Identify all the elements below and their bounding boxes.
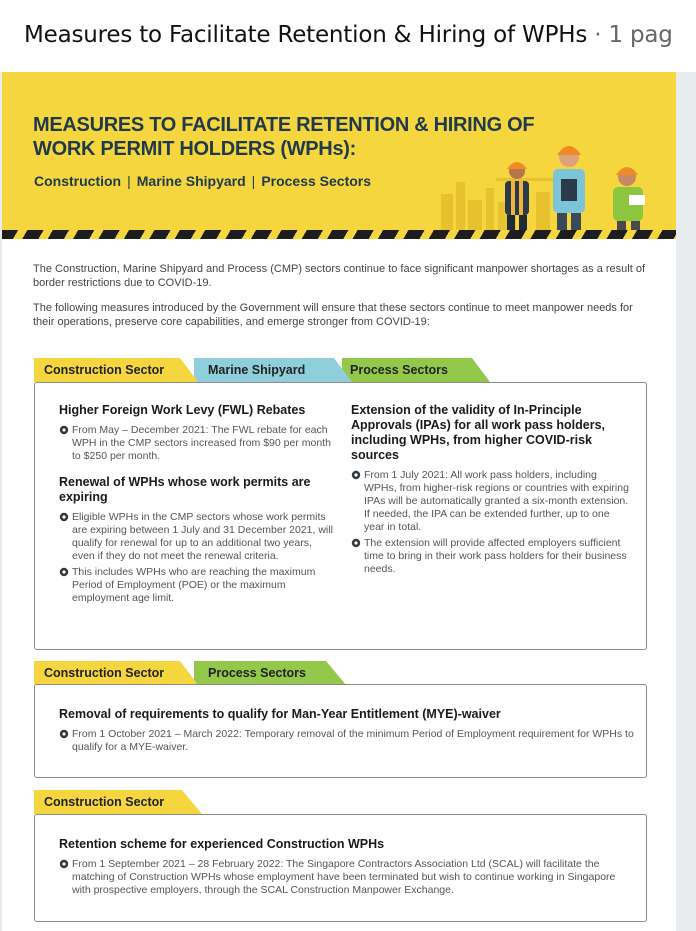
document-title-text: Measures to Facilitate Retention & Hiring of WPHs xyxy=(24,22,588,48)
section3-content xyxy=(59,837,634,900)
gear-bullet-icon xyxy=(59,729,69,739)
section2-content xyxy=(59,707,634,757)
section3-box xyxy=(34,814,647,922)
renewal-heading: Renewal of WPHs whose work permits are expiring xyxy=(59,475,311,504)
tab-marine-shipyard: Marine Shipyard xyxy=(208,363,306,377)
renewal-text-1: Eligible WPHs in the CMP sectors whose work permits are expiring between 1 July and 31 December 2021, will qualify for renewal for up to an additional two years, even if they do not meet the renewal criteria. xyxy=(72,511,333,562)
fwl-rebates-heading: Higher Foreign Work Levy (FWL) Rebates xyxy=(59,403,306,417)
banner-divider: | xyxy=(251,173,256,189)
ipa-extension-bullet-2 xyxy=(351,537,631,576)
ipa-extension-bullet-1 xyxy=(351,469,631,534)
retention-scheme-text: From 1 September 2021 – 28 February 2022: The Singapore Contractors Association Ltd (SCAL) will facilitate the matching of Construction WPHs whose employment have been terminated but wish to continue working in Singapore with prospective employers, through the SCAL Construction Manpower Exchange. xyxy=(72,858,616,896)
renewal-text-2: This includes WPHs who are reaching the maximum Period of Employment (POE) or the maximum employment age limit. xyxy=(72,566,316,604)
tab-construction-sector: Construction Sector xyxy=(44,795,165,809)
document-title-bar xyxy=(0,0,696,72)
ipa-extension-text-2: The extension will provide affected employers sufficient time to bring in their work pass holders for their business needs. xyxy=(364,537,627,575)
retention-scheme-bullet xyxy=(59,858,634,897)
mye-waiver-heading: Removal of requirements to qualify for Man-Year Entitlement (MYE)-waiver xyxy=(59,707,501,721)
title-separator: · xyxy=(587,22,609,48)
fwl-rebates-bullet xyxy=(59,424,334,463)
section1-left-column xyxy=(59,403,334,608)
banner-sector-process: Process Sectors xyxy=(261,173,372,189)
banner-divider: | xyxy=(127,173,131,189)
section1-box xyxy=(34,382,647,650)
fwl-rebates-text: From May – December 2021: The FWL rebate for each WPH in the CMP sectors increased from $90 per month to $250 per month. xyxy=(72,424,331,462)
mye-waiver-text: From 1 October 2021 – March 2022: Temporary removal of the minimum Period of Employment requirement for WPHs to qualify for a MYE-waiver. xyxy=(72,728,634,753)
gear-bullet-icon xyxy=(351,538,361,548)
section2-box xyxy=(34,684,647,778)
renewal-bullet-2 xyxy=(59,566,334,605)
gear-bullet-icon xyxy=(351,470,361,480)
tab-process-sectors: Process Sectors xyxy=(208,666,306,680)
retention-scheme-heading: Retention scheme for experienced Construction WPHs xyxy=(59,837,385,851)
ipa-extension-text-1: From 1 July 2021: All work pass holders, including WPHs, from higher-risk regions or countries with expiring IPAs will be automatically granted a six-month extension. If needed, the IPA can be extended further, up to one year in total. xyxy=(364,469,629,533)
tab-process-sectors: Process Sectors xyxy=(350,363,448,377)
document-viewer[interactable] xyxy=(0,72,696,931)
banner-title: MEASURES TO FACILITATE RETENTION & HIRING OF WORK PERMIT HOLDERS (WPHs): xyxy=(33,114,535,160)
document-title xyxy=(24,22,673,48)
ipa-extension-heading: Extension of the validity of In-Principle Approvals (IPAs) for all work pass holders, including WPHs, from higher COVID-risk sources xyxy=(351,403,605,462)
banner-sector-marine: Marine Shipyard xyxy=(136,173,246,189)
construction-workers-illustration xyxy=(489,127,664,233)
worker-right-icon xyxy=(613,167,645,233)
intro-paragraph-2: The following measures introduced by the Government will ensure that these sectors continue to meet manpower needs for their operations, preserve core capabilities, and emerge stronger from COVID-19: xyxy=(33,302,633,328)
renewal-bullet-1 xyxy=(59,511,334,563)
mye-waiver-bullet xyxy=(59,728,634,754)
hazard-stripe-divider xyxy=(2,230,676,239)
section1-right-column xyxy=(351,403,631,579)
intro-paragraph-1: The Construction, Marine Shipyard and Process (CMP) sectors continue to face significant manpower shortages as a result of border restrictions due to COVID-19. xyxy=(33,263,646,289)
gear-bullet-icon xyxy=(59,567,69,577)
banner-sector-construction: Construction xyxy=(34,173,122,189)
worker-left-icon xyxy=(505,162,529,233)
banner xyxy=(2,72,676,234)
document-page xyxy=(2,72,676,931)
intro-text xyxy=(33,262,653,340)
gear-bullet-icon xyxy=(59,425,69,435)
worker-center-icon xyxy=(553,146,585,233)
tab-construction-sector: Construction Sector xyxy=(44,666,165,680)
tab-construction-sector: Construction Sector xyxy=(44,363,165,377)
banner-sectors xyxy=(34,173,371,189)
gear-bullet-icon xyxy=(59,859,69,869)
page-count: 1 pag xyxy=(608,22,673,48)
gear-bullet-icon xyxy=(59,512,69,522)
